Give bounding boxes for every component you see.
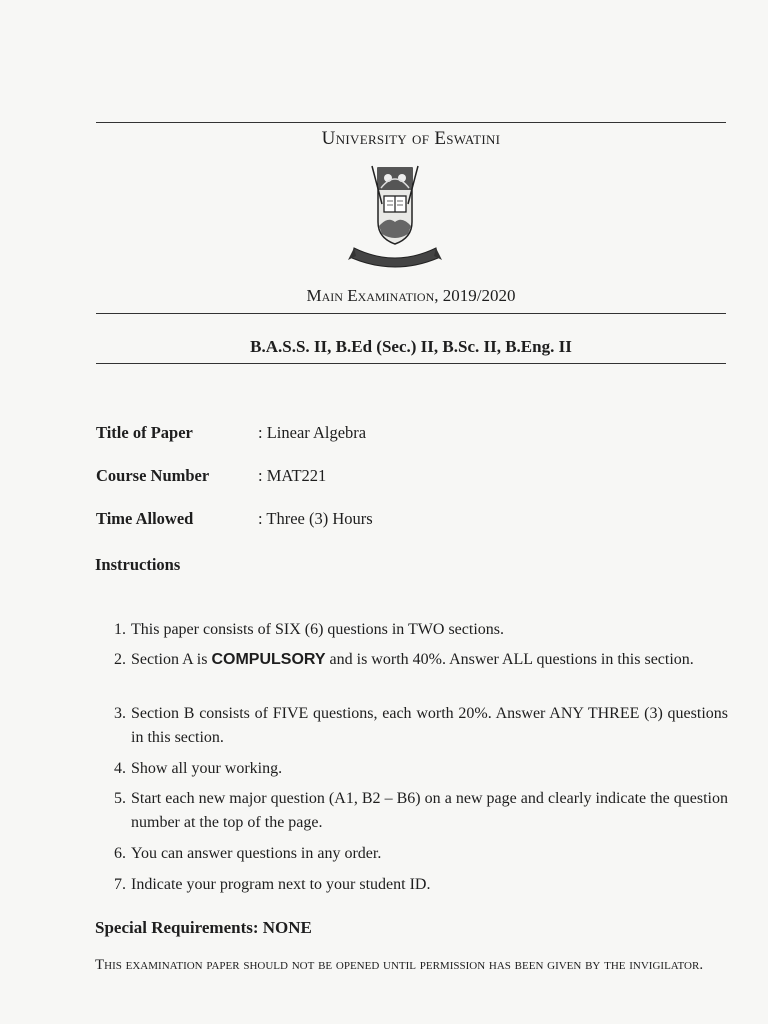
special-requirements: Special Requirements: NONE <box>95 918 312 937</box>
top-rule <box>96 122 726 123</box>
instruction-text: Start each new major question (A1, B2 – B6) on a new page and clearly indicate the question number at the top of the page. <box>131 790 728 831</box>
degrees-rule <box>96 363 726 364</box>
instruction-number: 6. <box>114 845 126 862</box>
examination-title: Main Examination, 2019/2020 <box>306 286 516 305</box>
instruction-number: 2. <box>114 651 126 668</box>
university-crest-icon <box>348 164 442 276</box>
instruction-item <box>96 757 728 781</box>
instruction-number: 4. <box>114 760 126 777</box>
detail-value: : Linear Algebra <box>258 423 367 442</box>
detail-title-of-paper <box>96 423 366 443</box>
detail-value: : Three (3) Hours <box>258 509 373 528</box>
instructions-heading: Instructions <box>95 555 181 574</box>
detail-label: Time Allowed <box>96 509 194 528</box>
compulsory-emphasis: COMPULSORY <box>211 651 326 668</box>
exam-rule <box>96 313 726 314</box>
university-name: University of Eswatini <box>321 128 501 149</box>
detail-time-allowed <box>96 509 373 529</box>
instruction-text: Section B consists of FIVE questions, each worth 20%. Answer ANY THREE (3) questions in this section. <box>131 705 728 746</box>
detail-value: : MAT221 <box>258 466 327 485</box>
instruction-text: You can answer questions in any order. <box>131 845 382 862</box>
instruction-item <box>96 702 728 750</box>
detail-label: Course Number <box>96 466 210 485</box>
instruction-text: Show all your working. <box>131 760 283 777</box>
instruction-item <box>96 873 728 897</box>
instruction-item <box>96 618 728 642</box>
instruction-text: This paper consists of SIX (6) questions in TWO sections. <box>131 621 504 638</box>
detail-course-number <box>96 466 326 486</box>
instruction-item <box>96 648 728 672</box>
instruction-number: 1. <box>114 621 126 638</box>
instruction-text: Section A is COMPULSORY and is worth 40%. Answer ALL questions in this section. <box>131 651 694 668</box>
instruction-item <box>96 787 728 835</box>
degree-programs: B.A.S.S. II, B.Ed (Sec.) II, B.Sc. II, B.Eng. II <box>250 337 572 356</box>
instruction-item <box>96 842 728 866</box>
instruction-text: Indicate your program next to your student ID. <box>131 876 431 893</box>
detail-label: Title of Paper <box>96 423 193 442</box>
invigilator-warning: This examination paper should not be opened until permission has been given by the invigilator. <box>95 957 704 973</box>
instruction-number: 5. <box>114 790 126 807</box>
instruction-number: 3. <box>114 705 126 722</box>
instruction-number: 7. <box>114 876 126 893</box>
